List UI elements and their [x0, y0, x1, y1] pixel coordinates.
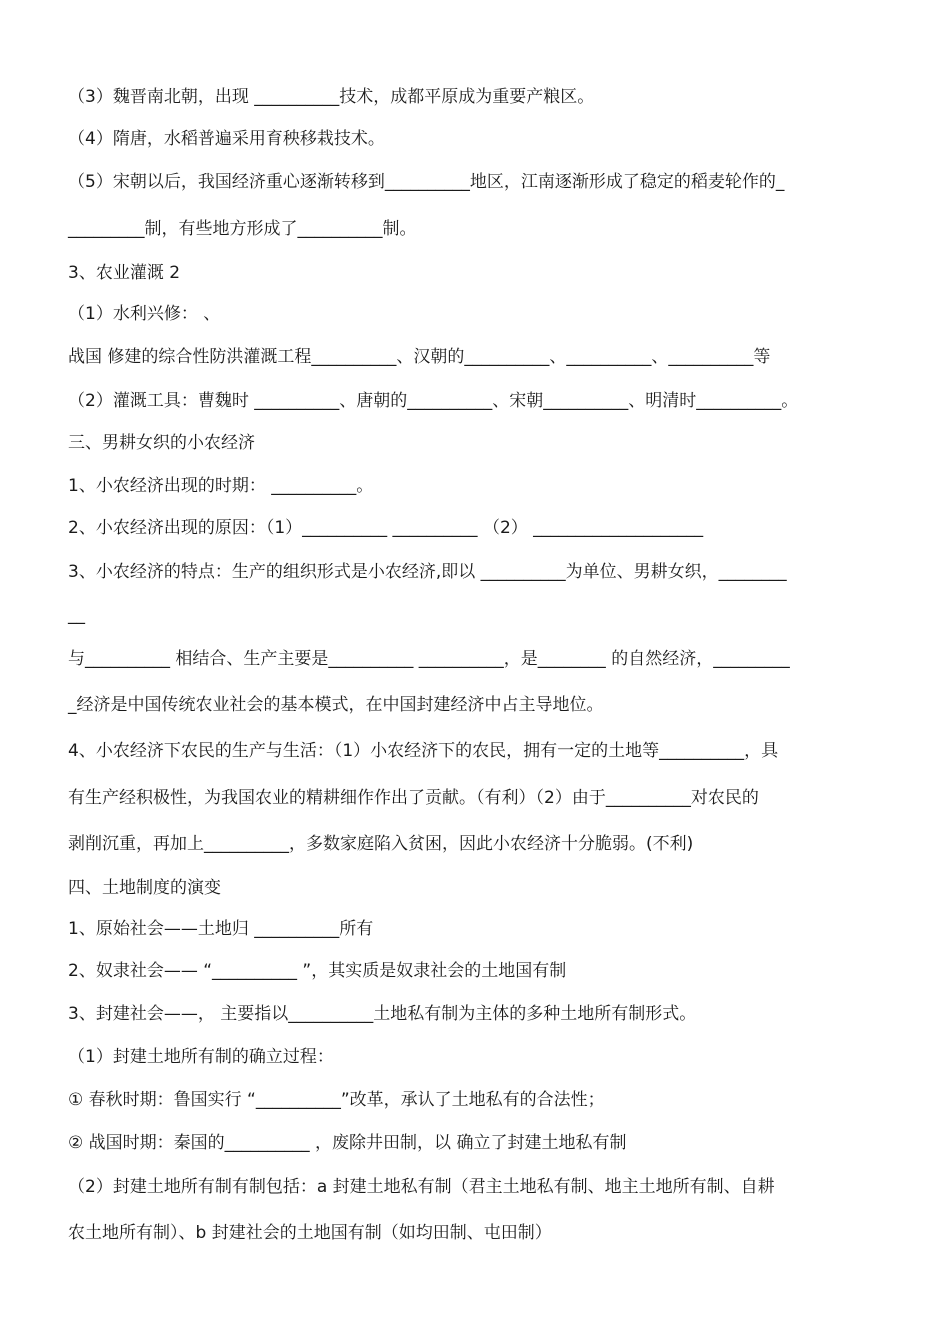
section-heading: 3、农业灌溉 2	[68, 263, 181, 283]
text-line: 1、原始社会——土地归 __________所有	[68, 919, 374, 939]
text-line: 3、封建社会——， 主要指以__________土地私有制为主体的多种土地所有制形式。	[68, 1004, 697, 1024]
text-line: （4）隋唐，水稻普遍采用育秧移栽技术。	[68, 129, 385, 149]
text-line: 2、小农经济出现的原因：（1）__________ __________ （2） ____________________	[68, 518, 704, 538]
text-line: （2）灌溉工具：曹魏时 __________、唐朝的__________、宋朝__________、明清时__________。	[68, 391, 799, 411]
text-line: _________制，有些地方形成了__________制。	[68, 219, 417, 239]
text-line: 2、奴隶社会—— “__________ ”，其实质是奴隶社会的土地国有制	[68, 961, 567, 981]
text-line: ① 春秋时期：鲁国实行 “__________”改革，承认了土地私有的合法性；	[68, 1090, 605, 1110]
text-line: （3）魏晋南北朝，出现 __________技术，成都平原成为重要产粮区。	[68, 87, 595, 107]
text-line: （5）宋朝以后，我国经济重心逐渐转移到__________地区，江南逐渐形成了稳定的稻麦轮作的_	[68, 172, 785, 192]
text-line: _经济是中国传统农业社会的基本模式，在中国封建经济中占主导地位。	[68, 695, 604, 715]
text-line: ② 战国时期：秦国的__________ ，废除井田制，以 确立了封建土地私有制	[68, 1133, 627, 1153]
text-line: （1）水利兴修： 、	[68, 304, 221, 324]
text-line: （1）封建土地所有制的确立过程：	[68, 1047, 334, 1067]
text-line: 与__________ 相结合、生产主要是__________ __________，是________ 的自然经济，_________	[68, 649, 790, 669]
text-line: 农土地所有制）、b 封建社会的土地国有制（如均田制、屯田制）	[68, 1223, 552, 1243]
text-line: 有生产经积极性，为我国农业的精耕细作作出了贡献。（有利）（2）由于__________对农民的	[68, 788, 759, 808]
text-line: __	[68, 605, 85, 625]
text-line: 战国 修建的综合性防洪灌溉工程__________、汉朝的__________、__________、__________等	[68, 347, 771, 367]
section-heading: 四、土地制度的演变	[68, 878, 221, 898]
text-line: 1、小农经济出现的时期： __________。	[68, 476, 374, 496]
section-heading: 三、男耕女织的小农经济	[68, 433, 255, 453]
text-line: 4、小农经济下农民的生产与生活：（1）小农经济下的农民，拥有一定的土地等__________，具	[68, 741, 779, 761]
text-line: （2）封建土地所有制有制包括：a 封建土地私有制（君主土地私有制、地主土地所有制、自耕	[68, 1177, 775, 1197]
text-line: 3、小农经济的特点：生产的组织形式是小农经济,即以 __________为单位、男耕女织，________	[68, 562, 787, 582]
text-line: 剥削沉重，再加上__________，多数家庭陷入贫困，因此小农经济十分脆弱。(不利)	[68, 834, 694, 854]
